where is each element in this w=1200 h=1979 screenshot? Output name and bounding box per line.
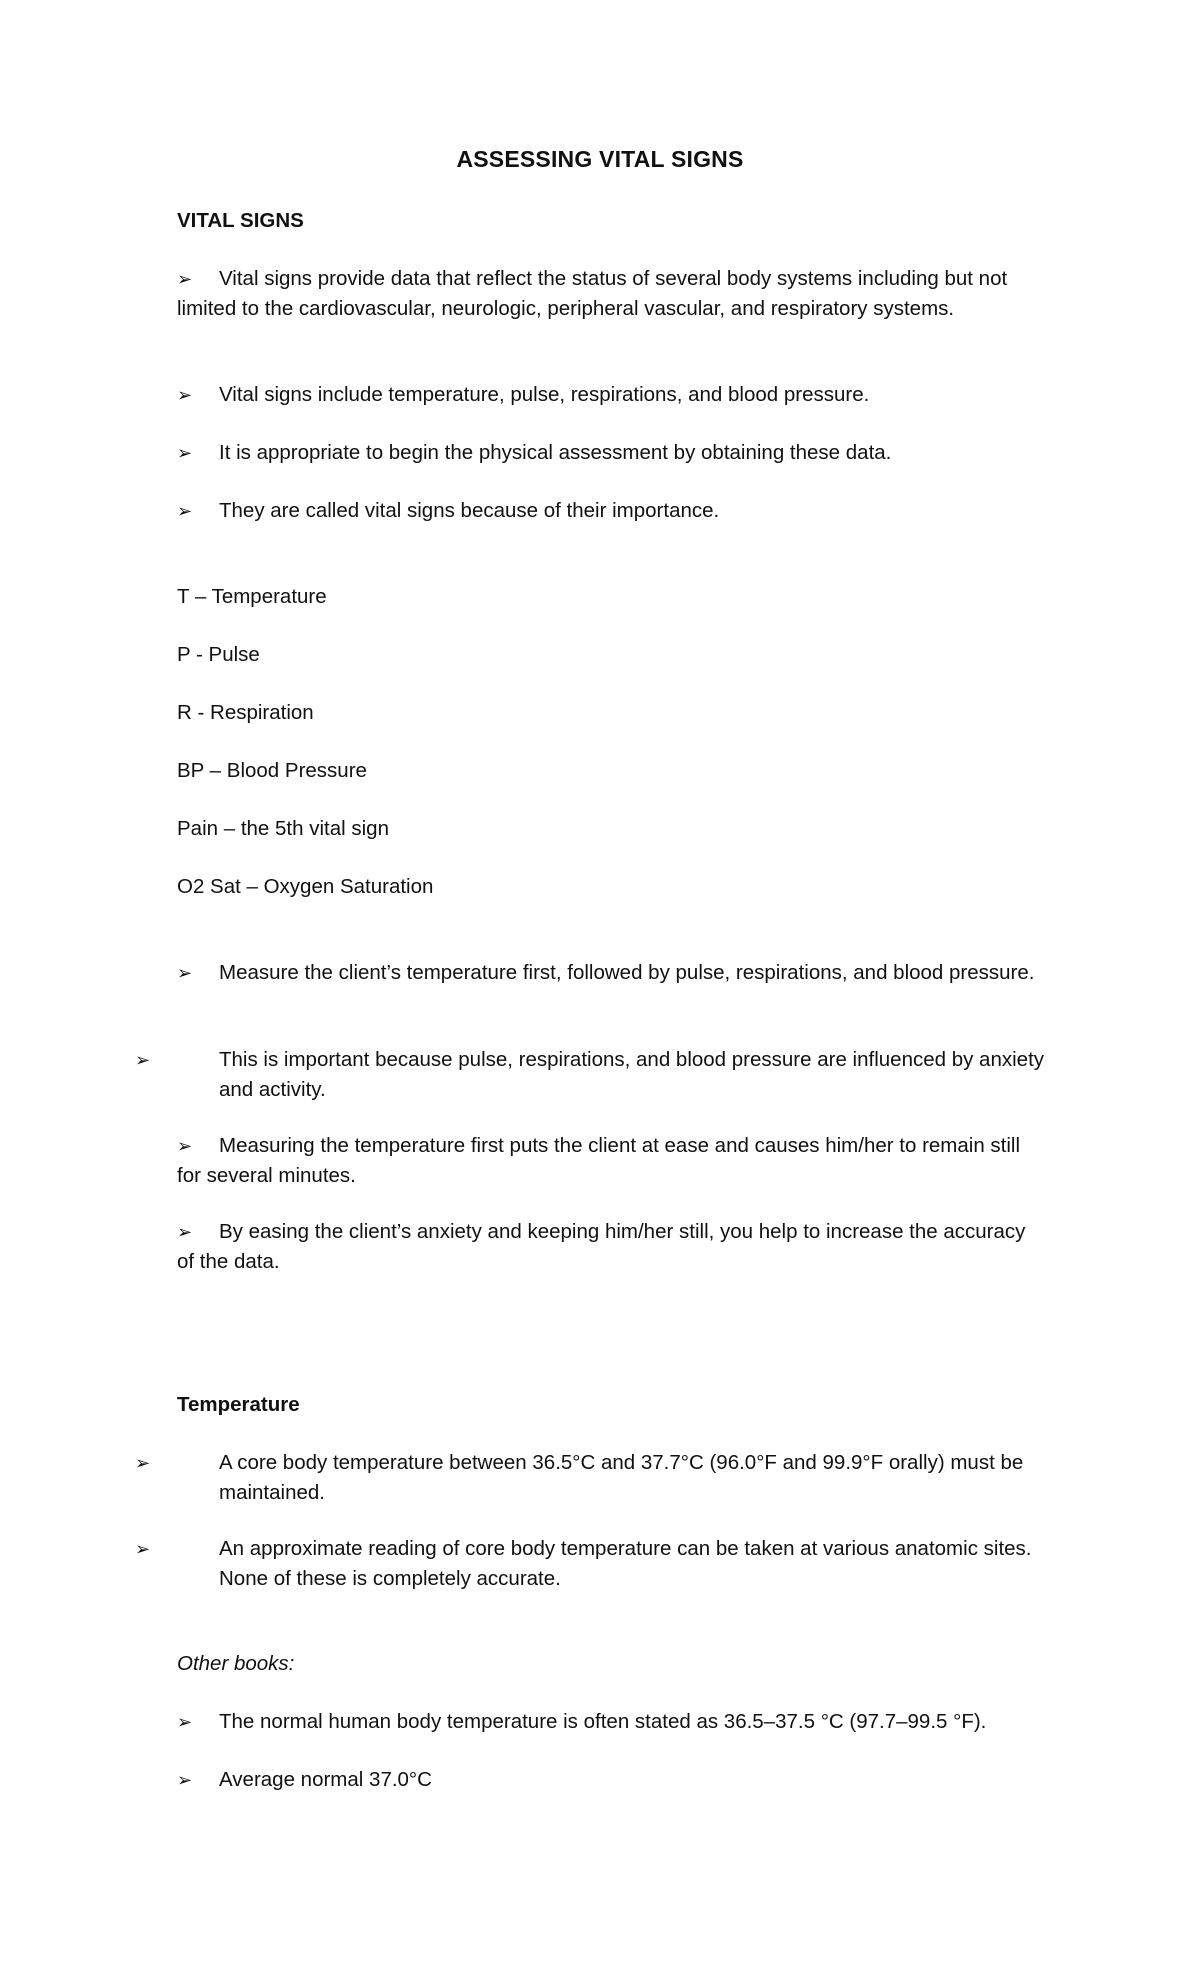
bullet-text: Measure the client’s temperature first, followed by pulse, respirations, and blood pressure. bbox=[219, 961, 1035, 984]
other-books-label: Other books: bbox=[177, 1652, 295, 1675]
bullet-text: An approximate reading of core body temperature can be taken at various anatomic sites. None of these is completely accurate. bbox=[219, 1537, 1032, 1590]
arrow-bullet-icon: ➢ bbox=[177, 443, 193, 463]
bullet-text: By easing the client’s anxiety and keeping him/her still, you help to increase the accuracy of the data. bbox=[177, 1220, 1026, 1273]
abbreviation-item: Pain – the 5th vital sign bbox=[177, 817, 389, 840]
abbreviation-item: P - Pulse bbox=[177, 643, 260, 666]
bullet-text: It is appropriate to begin the physical assessment by obtaining these data. bbox=[219, 441, 892, 464]
section-heading-vital-signs: VITAL SIGNS bbox=[177, 209, 304, 232]
bullet-item bbox=[135, 1045, 1079, 1104]
bullet-item bbox=[177, 1131, 1037, 1190]
bullet-text: They are called vital signs because of their importance. bbox=[219, 499, 720, 522]
bullet-item bbox=[177, 1707, 1037, 1737]
bullet-item bbox=[177, 496, 1037, 526]
abbreviation-item: O2 Sat – Oxygen Saturation bbox=[177, 875, 434, 898]
bullet-text: A core body temperature between 36.5°C and 37.7°C (96.0°F and 99.9°F orally) must be maintained. bbox=[219, 1451, 1024, 1504]
arrow-bullet-icon: ➢ bbox=[177, 385, 193, 405]
bullet-text: Measuring the temperature first puts the client at ease and causes him/her to remain still for several minutes. bbox=[177, 1134, 1021, 1187]
bullet-text: The normal human body temperature is often stated as 36.5–37.5 °C (97.7–99.5 °F). bbox=[219, 1710, 987, 1733]
bullet-item bbox=[177, 264, 1037, 323]
bullet-text: Vital signs include temperature, pulse, respirations, and blood pressure. bbox=[219, 383, 870, 406]
section-heading-temperature: Temperature bbox=[177, 1393, 300, 1416]
bullet-item bbox=[177, 438, 1037, 468]
arrow-bullet-icon: ➢ bbox=[177, 1222, 193, 1242]
bullet-item bbox=[135, 1534, 1079, 1593]
abbreviation-item: R - Respiration bbox=[177, 701, 314, 724]
arrow-bullet-icon: ➢ bbox=[177, 1712, 193, 1732]
arrow-bullet-icon: ➢ bbox=[177, 1770, 193, 1790]
bullet-item bbox=[177, 1765, 1037, 1795]
arrow-bullet-icon: ➢ bbox=[177, 269, 193, 289]
bullet-item bbox=[177, 1217, 1037, 1276]
arrow-bullet-icon: ➢ bbox=[135, 1453, 151, 1473]
bullet-text: Average normal 37.0°C bbox=[219, 1768, 432, 1791]
bullet-item bbox=[177, 958, 1037, 988]
bullet-text: Vital signs provide data that reflect the status of several body systems including but not limited to the cardiovascular, neurologic, peripheral vascular, and respiratory systems. bbox=[177, 267, 1008, 320]
arrow-bullet-icon: ➢ bbox=[177, 963, 193, 983]
arrow-bullet-icon: ➢ bbox=[177, 1136, 193, 1156]
bullet-text: This is important because pulse, respirations, and blood pressure are influenced by anxiety and activity. bbox=[219, 1048, 1045, 1101]
abbreviation-item: T – Temperature bbox=[177, 585, 327, 608]
abbreviation-item: BP – Blood Pressure bbox=[177, 759, 367, 782]
arrow-bullet-icon: ➢ bbox=[135, 1050, 151, 1070]
bullet-item bbox=[177, 380, 1037, 410]
bullet-item bbox=[135, 1448, 1079, 1507]
arrow-bullet-icon: ➢ bbox=[135, 1539, 151, 1559]
document-title: ASSESSING VITAL SIGNS bbox=[456, 146, 744, 172]
arrow-bullet-icon: ➢ bbox=[177, 501, 193, 521]
